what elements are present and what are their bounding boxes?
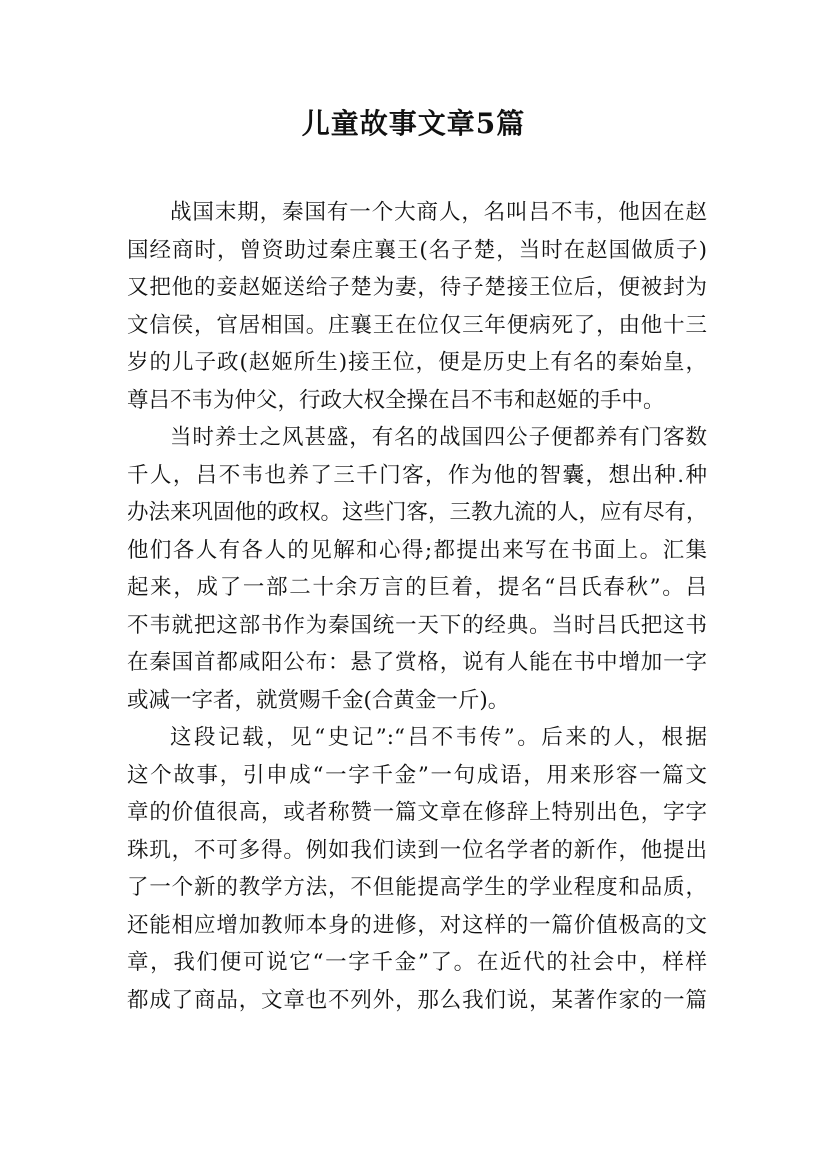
text-line: 在秦国首都咸阳公布：悬了赏格，说有人能在书中增加一字 (127, 650, 707, 675)
text-line: 珠玑，不可多得。例如我们读到一位名学者的新作，他提出 (127, 837, 707, 863)
text-line: 还能相应增加教师本身的进修，对这样的一篇价值极高的文 (127, 912, 707, 938)
text-line: 章的价值很高，或者称赞一篇文章在修辞上特别出色，字字 (127, 800, 707, 825)
paragraph-1 (127, 194, 707, 419)
text-line: 不韦就把这部书作为秦国统一天下的经典。当时吕氏把这书 (127, 612, 707, 638)
document-body (127, 194, 707, 1019)
text-line: 这段记载，见“史记”:“吕不韦传”。后来的人，根据 (170, 725, 707, 750)
text-line: 办法来巩固他的政权。这些门客，三教九流的人，应有尽有， (127, 500, 708, 525)
text-line: 他们各人有各人的见解和心得;都提出来写在书面上。汇集 (127, 537, 707, 563)
text-line: 国经商时，曾资助过秦庄襄王(名子楚，当时在赵国做质子) (127, 237, 707, 263)
text-line: 千人，吕不韦也养了三千门客，作为他的智囊，想出种.种 (127, 462, 707, 488)
paragraph-3 (127, 719, 707, 1019)
text-line: 又把他的妾赵姬送给子楚为妻，待子楚接王位后，便被封为 (127, 275, 707, 300)
text-line: 当时养士之风甚盛，有名的战国四公子便都养有门客数 (170, 425, 707, 450)
document-title: 儿童故事文章5篇 (301, 107, 526, 140)
text-line: 尊吕不韦为仲父，行政大权全操在吕不韦和赵姬的手中。 (127, 387, 665, 413)
text-line: 或减一字者，就赏赐千金(合黄金一斤)。 (127, 687, 510, 713)
text-line: 都成了商品，文章也不列外，那么我们说，某著作家的一篇 (127, 987, 707, 1013)
text-line: 这个故事，引申成“一字千金”一句成语，用来形容一篇文 (127, 762, 707, 788)
text-line: 起来，成了一部二十余万言的巨着，提名“吕氏春秋”。吕 (127, 575, 707, 600)
text-line: 文信侯，官居相国。庄襄王在位仅三年便病死了，由他十三 (127, 312, 707, 338)
text-line: 了一个新的教学方法，不但能提高学生的学业程度和品质， (127, 875, 707, 900)
text-line: 岁的儿子政(赵姬所生)接王位，便是历史上有名的秦始皇， (127, 350, 707, 375)
text-line: 章，我们便可说它“一字千金”了。在近代的社会中，样样 (127, 950, 707, 975)
text-line: 战国末期，秦国有一个大商人，名叫吕不韦，他因在赵 (170, 200, 707, 225)
paragraph-2 (127, 419, 707, 719)
